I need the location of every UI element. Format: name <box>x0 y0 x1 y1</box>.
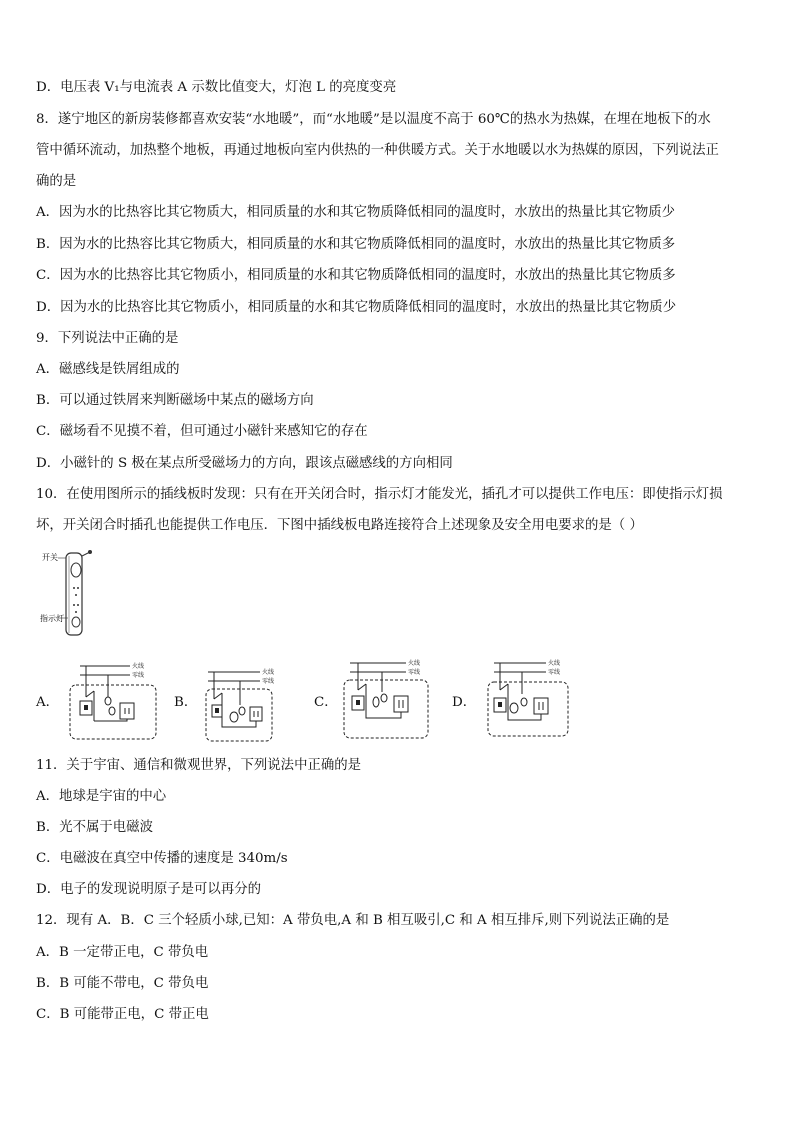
neutral-wire-label: 零线 <box>132 672 145 679</box>
text-line-q10b: 坏，开关闭合时插孔也能提供工作电压．下图中插线板电路连接符合上述现象及安全用电要求的是（ ） <box>36 518 643 533</box>
text-line-q8A: A．因为水的比热容比其它物质大，相同质量的水和其它物质降低相同的温度时，水放出的热量比其它物质少 <box>36 205 676 220</box>
text-line-q12C: C．B 可能带正电，C 带正电 <box>36 1007 209 1022</box>
text-line-q11B: B．光不属于电磁波 <box>36 820 153 835</box>
text-line-q11D: D．电子的发现说明原子是可以再分的 <box>36 882 261 897</box>
live-wire-label: 火线 <box>132 663 145 670</box>
option-d-label: D． <box>452 695 477 710</box>
neutral-wire-label: 零线 <box>548 669 561 676</box>
text-line-q12A: A．B 一定带正电，C 带负电 <box>36 945 209 960</box>
text-line-q9A: A．磁感线是铁屑组成的 <box>36 362 180 377</box>
neutral-wire-label: 零线 <box>262 678 275 685</box>
option-c-label: C． <box>314 695 338 710</box>
live-wire-label: 火线 <box>408 660 421 667</box>
option-b-label: B． <box>174 695 198 710</box>
circuit-diagram-c <box>340 658 436 742</box>
neutral-wire-label: 零线 <box>408 669 421 676</box>
circuit-diagram-d <box>484 658 576 740</box>
text-line-q9D: D．小磁针的 S 极在某点所受磁场力的方向，跟该点磁感线的方向相同 <box>36 456 453 471</box>
circuit-diagram-b <box>204 667 286 745</box>
option-a-label: A． <box>36 695 60 710</box>
text-line-q12B: B．B 可能不带电，C 带负电 <box>36 976 209 991</box>
circuit-diagram-a <box>68 661 160 743</box>
text-line-q11A: A．地球是宇宙的中心 <box>36 789 167 804</box>
switch-label: 开关 <box>42 553 58 562</box>
text-line-q10a: 10．在使用图所示的插线板时发现：只有在开关闭合时，指示灯才能发光，插孔才可以提供工作电压：即使指示灯损 <box>36 487 723 502</box>
text-line-q7d: D．电压表 V₁与电流表 A 示数比值变大，灯泡 L 的亮度变亮 <box>36 80 397 95</box>
text-line-q8c: 确的是 <box>36 174 77 189</box>
text-line-q12: 12．现有 A．B．C 三个轻质小球,已知：A 带负电,A 和 B 相互吸引,C 和 A 相互排斥,则下列说法正确的是 <box>36 913 670 928</box>
live-wire-label: 火线 <box>262 669 275 676</box>
power-strip-figure <box>38 548 108 638</box>
text-line-q8a: 8．遂宁地区的新房装修都喜欢安装“水地暖”，而“水地暖”是以温度不高于 60℃的热水为热媒，在埋在地板下的水 <box>36 112 711 127</box>
text-line-q9: 9．下列说法中正确的是 <box>36 331 179 346</box>
text-line-q8B: B．因为水的比热容比其它物质大，相同质量的水和其它物质降低相同的温度时，水放出的热量比其它物质多 <box>36 237 676 252</box>
live-wire-label: 火线 <box>548 660 561 667</box>
text-line-q8b: 管中循环流动，加热整个地板，再通过地板向室内供热的一种供暖方式。关于水地暖以水为热媒的原因，下列说法正 <box>36 143 719 158</box>
text-line-q8D: D．因为水的比热容比其它物质小，相同质量的水和其它物质降低相同的温度时，水放出的热量比其它物质少 <box>36 300 677 315</box>
indicator-label: 指示灯 <box>40 614 64 623</box>
text-line-q9B: B．可以通过铁屑来判断磁场中某点的磁场方向 <box>36 393 314 408</box>
text-line-q11: 11．关于宇宙、通信和微观世界，下列说法中正确的是 <box>36 758 362 773</box>
text-line-q8C: C．因为水的比热容比其它物质小，相同质量的水和其它物质降低相同的温度时，水放出的热量比其它物质多 <box>36 268 676 283</box>
text-line-q11C: C．电磁波在真空中传播的速度是 340m/s <box>36 851 288 866</box>
text-line-q9C: C．磁场看不见摸不着，但可通过小磁针来感知它的存在 <box>36 424 368 439</box>
